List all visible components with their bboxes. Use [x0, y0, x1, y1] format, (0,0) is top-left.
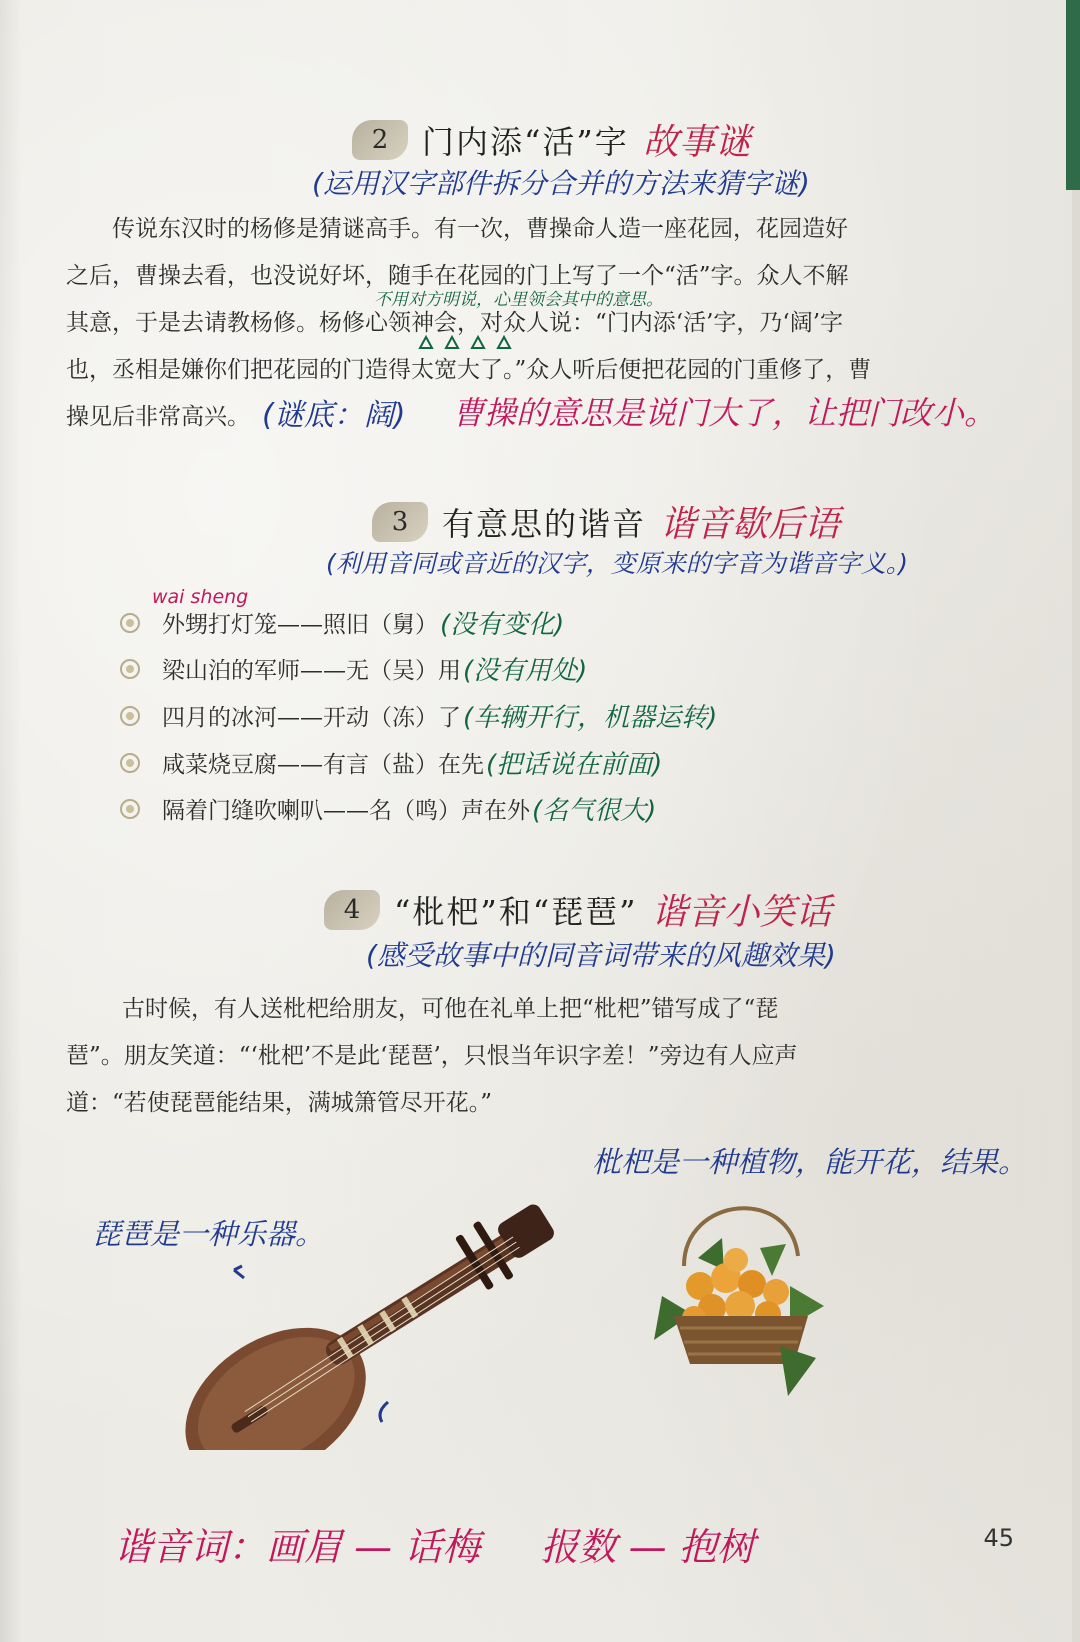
list-item	[120, 697, 717, 734]
list-item	[120, 604, 564, 641]
list-item	[120, 790, 656, 827]
paragraph-line: 传说东汉时的杨修是猜谜高手。有一次，曹操命人造一座花园，花园造好	[112, 216, 848, 242]
section-title: “枇杷”和“琵琶”	[394, 892, 638, 931]
section-number-badge: 2	[352, 120, 408, 160]
handwritten-loquat-note: 枇杷是一种植物，能开花，结果。	[592, 1145, 1028, 1179]
paragraph-line: 之后，曹操去看，也没说好坏，随手在花园的门上写了一个“活”字。众人不解	[66, 263, 849, 289]
page-edge	[1072, 190, 1080, 1642]
handwritten-subtitle: (运用汉字部件拆分合并的方法来猜字谜)	[312, 167, 810, 200]
handwritten-tag: 谐音歇后语	[660, 504, 841, 545]
section-3-header	[372, 496, 840, 547]
paragraph-line: 琶”。朋友笑道：“‘枇杷’不是此‘琵琶’，只恨当年识字差！”旁边有人应声	[66, 1043, 798, 1069]
list-item-note: (没有变化)	[440, 610, 565, 640]
list-item-note: (没有用处)	[463, 656, 588, 686]
paragraph-line: 也，丞相是嫌你们把花园的门造得太宽大了。”众人听后便把花园的门重修了，曹	[66, 357, 872, 383]
list-item-note: (把话说在前面)	[486, 750, 663, 780]
page-edge-green	[1066, 0, 1080, 190]
pipa-illustration	[150, 1160, 560, 1450]
loquat-basket-illustration	[640, 1186, 840, 1406]
bullet-icon	[120, 613, 140, 633]
handwritten-explanation: 曹操的意思是说门大了，让把门改小。	[452, 394, 997, 432]
pinyin-annotation: wai sheng	[152, 586, 249, 608]
section-2-header	[352, 114, 751, 165]
bullet-icon	[120, 753, 140, 773]
handwritten-answer: (谜底：阔)	[262, 398, 406, 433]
list-item-note: (名气很大)	[532, 796, 657, 826]
bullet-icon	[120, 659, 140, 679]
list-item	[120, 744, 662, 781]
bullet-icon	[120, 706, 140, 726]
emphasis-marks	[414, 334, 514, 350]
paragraph-line: 其意，于是去请教杨修。杨修心领神会，对众人说：“门内添‘活’字，乃‘阔’字	[66, 310, 844, 336]
section-number-badge: 4	[324, 890, 380, 930]
page-number: 45	[983, 1524, 1014, 1552]
handwritten-subtitle: (感受故事中的同音词带来的风趣效果)	[366, 939, 836, 972]
handwritten-pipa-note: 琵琶是一种乐器。	[92, 1217, 325, 1251]
list-item	[120, 650, 587, 687]
list-item-text: 四月的冰河——开动（冻）了	[162, 705, 461, 731]
section-title: 有意思的谐音	[442, 504, 647, 543]
handwritten-subtitle: (利用音同或音近的汉字，变原来的字音为谐音字义。)	[326, 549, 909, 578]
paragraph-line: 操见后非常高兴。	[66, 404, 250, 430]
section-title: 门内添“活”字	[422, 122, 629, 161]
section-number-badge: 3	[372, 502, 428, 542]
paragraph-line: 古时候，有人送枇杷给朋友，可他在礼单上把“枇杷”错写成了“琵	[122, 996, 779, 1022]
list-item-note: (车辆开行，机器运转)	[463, 703, 718, 733]
section-4-header	[324, 884, 831, 935]
paragraph-line: 道：“若使琵琶能结果，满城箫管尽开花。”	[66, 1090, 493, 1116]
bullet-icon	[120, 799, 140, 819]
handwritten-tag: 谐音小笑话	[651, 892, 832, 933]
list-item-text: 梁山泊的军师——无（吴）用	[162, 658, 461, 684]
handwritten-annotation: 不用对方明说，心里领会其中的意思。	[374, 290, 663, 310]
section-4-paragraph	[66, 986, 1006, 1127]
list-item-text: 外甥打灯笼——照旧（舅）	[162, 612, 438, 638]
handwritten-footer-note: 谐音词：画眉 — 话梅 报数 — 抱树	[114, 1525, 755, 1569]
list-item-text: 隔着门缝吹喇叭——名（鸣）声在外	[162, 798, 530, 824]
list-item-text: 咸菜烧豆腐——有言（盐）在先	[162, 752, 484, 778]
handwritten-tag: 故事谜	[642, 122, 751, 163]
